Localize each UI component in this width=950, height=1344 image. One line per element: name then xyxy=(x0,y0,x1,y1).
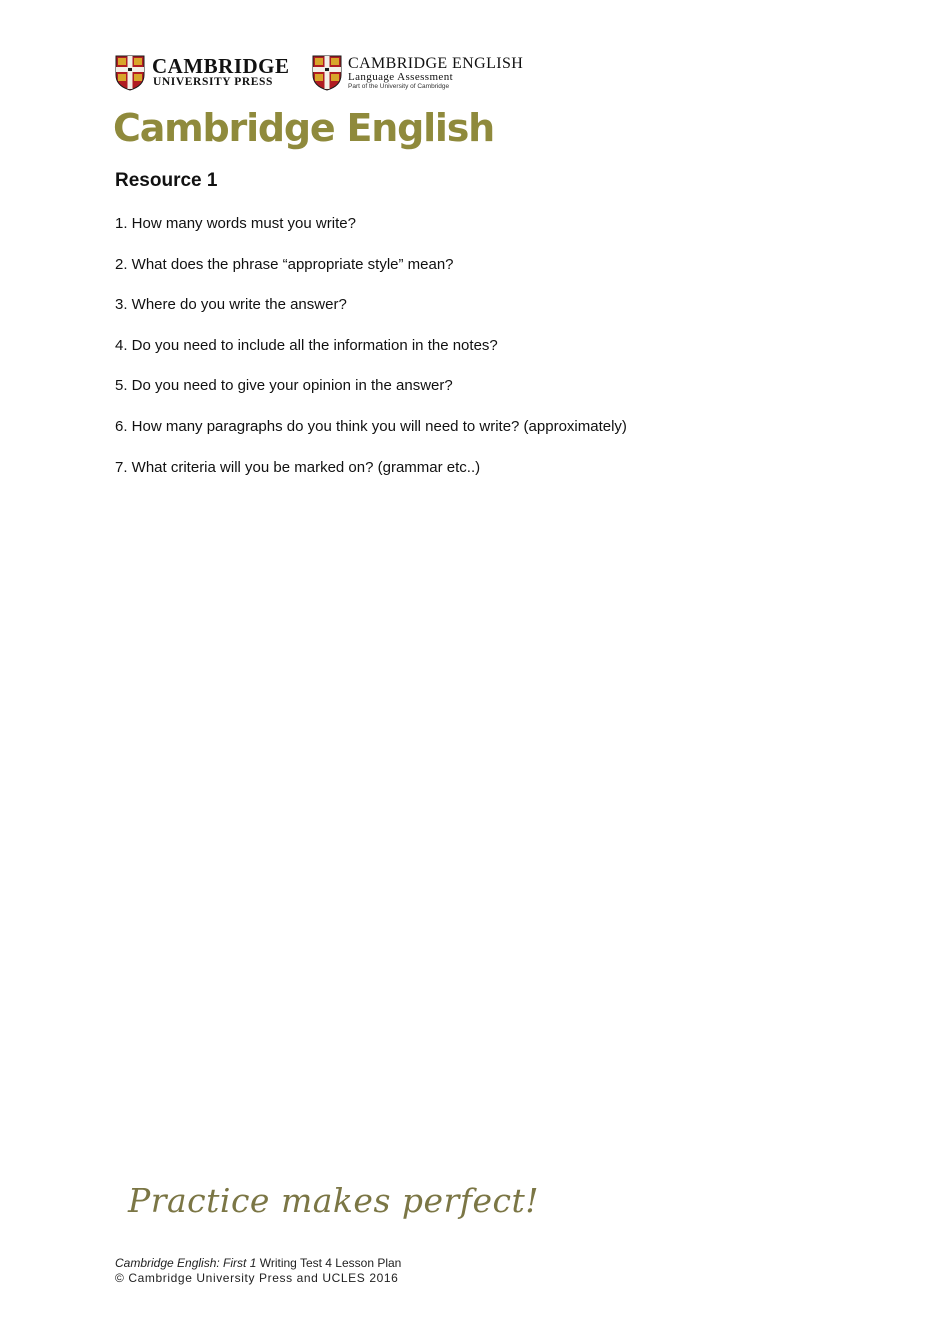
tagline: Practice makes perfect! xyxy=(128,1181,540,1220)
question-item: 1. How many words must you write? xyxy=(115,215,356,232)
question-list xyxy=(115,214,627,498)
page-title: Resource 1 xyxy=(115,170,218,191)
cela-logo-line2: Language Assessment xyxy=(348,71,454,83)
footer-course-title: Cambridge English: First 1 xyxy=(115,1256,257,1270)
footer-course-line xyxy=(115,1256,401,1271)
footer-copyright: © Cambridge University Press and UCLES 2016 xyxy=(115,1271,399,1285)
brand-title: Cambridge English xyxy=(113,106,495,150)
cup-logo-line2: UNIVERSITY PRESS xyxy=(153,76,274,88)
cambridge-english-language-assessment-logo xyxy=(312,55,542,93)
footer-course-detail: Writing Test 4 Lesson Plan xyxy=(256,1256,402,1270)
question-item: 4. Do you need to include all the information in the notes? xyxy=(115,336,498,354)
cup-logo-line1: CAMBRIDGE xyxy=(152,54,290,78)
question-item: 6. How many paragraphs do you think you will need to write? (approximately) xyxy=(115,417,627,435)
question-item: 3. Where do you write the answer? xyxy=(115,296,347,314)
shield-icon xyxy=(115,55,145,91)
footer xyxy=(115,1256,401,1286)
question-item: 7. What criteria will you be marked on? (grammar etc..) xyxy=(115,458,481,476)
question-item: 2. What does the phrase “appropriate style” mean? xyxy=(115,255,454,273)
shield-icon xyxy=(312,55,342,91)
cela-logo-line3: Part of the University of Cambridge xyxy=(348,83,450,90)
cela-logo-line1: CAMBRIDGE ENGLISH xyxy=(348,55,524,72)
question-item: 5. Do you need to give your opinion in the answer? xyxy=(115,377,453,395)
cambridge-university-press-logo xyxy=(115,55,295,93)
